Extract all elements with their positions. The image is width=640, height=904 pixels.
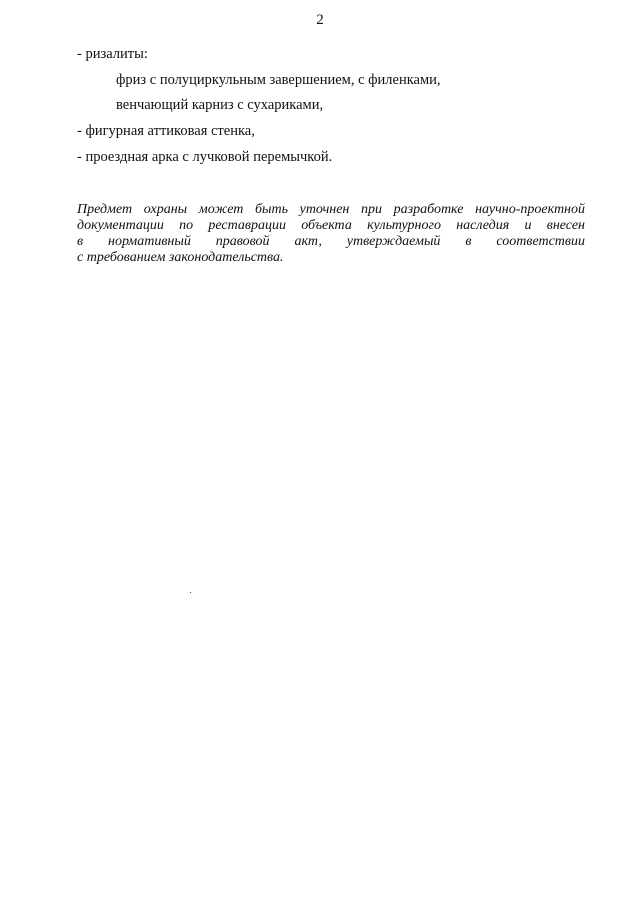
- protection-note: [77, 202, 585, 266]
- list-subitem-cornice: венчающий карниз с сухариками,: [116, 97, 324, 113]
- list-item-risalits: - ризалиты:: [77, 46, 148, 62]
- note-line: с требованием законодательства.: [77, 250, 284, 265]
- scan-speck: [190, 592, 191, 593]
- list-subitem-frieze: фриз с полуциркульным завершением, с филенками,: [116, 72, 441, 88]
- page-number: 2: [316, 12, 324, 28]
- note-line: Предмет охраны может быть уточнен при разработке научно-проектной: [77, 202, 585, 217]
- note-line: документации по реставрации объекта культурного наследия и внесен: [77, 218, 585, 233]
- list-item-attic-wall: - фигурная аттиковая стенка,: [77, 123, 255, 139]
- note-line: в нормативный правовой акт, утверждаемый в соответствии: [77, 234, 585, 249]
- list-item-arch: - проездная арка с лучковой перемычкой.: [77, 149, 333, 165]
